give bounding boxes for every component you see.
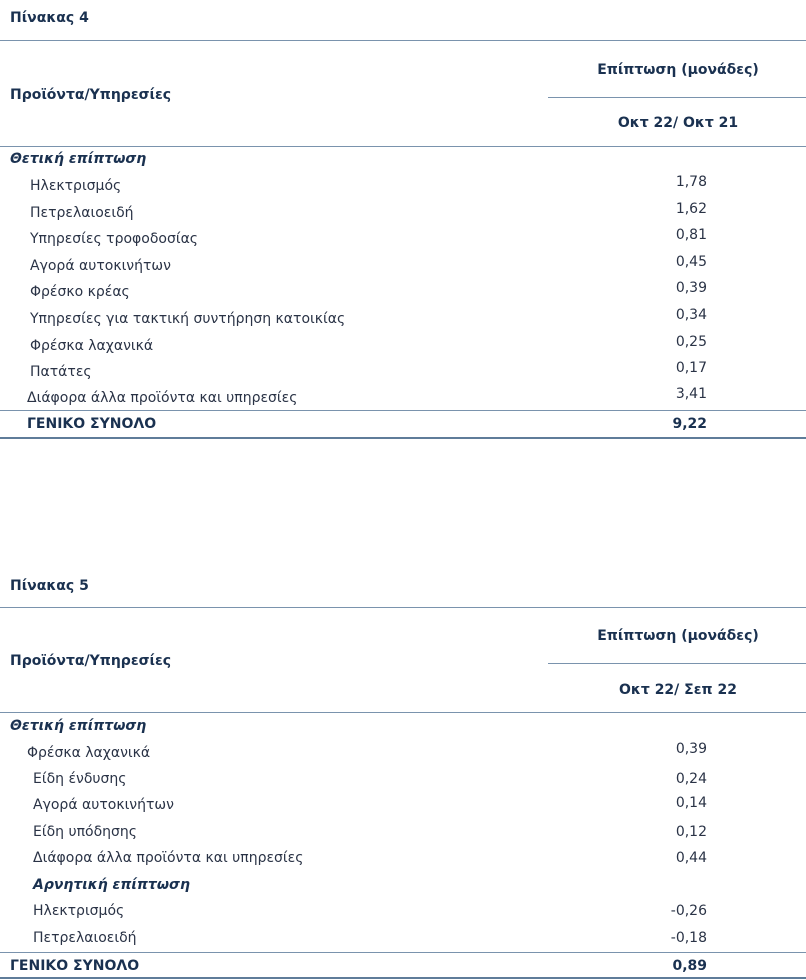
row-value: 0,39: [675, 280, 707, 296]
row-label: Αγορά αυτοκινήτων: [33, 797, 174, 813]
row-label: Πατάτες: [30, 364, 92, 380]
row-value: 0,45: [675, 254, 707, 270]
table5-total-top-rule: [0, 952, 806, 953]
row-label: Πετρελαιοειδή: [30, 205, 134, 221]
row-label: Υπηρεσίες τροφοδοσίας: [30, 231, 199, 247]
row-value: 3,41: [675, 386, 707, 402]
row-value: 0,81: [675, 227, 707, 243]
table4-column-label: Προϊόντα/Υπηρεσίες: [10, 87, 172, 103]
table5-bottom-rule: [0, 977, 806, 979]
row-label: Ηλεκτρισμός: [33, 903, 125, 919]
table4-total-label: ΓΕΝΙΚΟ ΣΥΝΟΛΟ: [27, 416, 157, 432]
row-label: Φρέσκα λαχανικά: [27, 745, 151, 761]
row-value: 0,34: [675, 307, 707, 323]
table4-total-value: 9,22: [672, 416, 707, 432]
row-label: Είδη ένδυσης: [33, 771, 127, 787]
table4-period-header: Οκτ 22/ Οκτ 21: [617, 115, 739, 131]
table5-total-label: ΓΕΝΙΚΟ ΣΥΝΟΛΟ: [10, 958, 140, 974]
row-label: Υπηρεσίες για τακτική συντήρηση κατοικίας: [30, 311, 346, 327]
table5-total-value: 0,89: [672, 958, 707, 974]
row-value: 0,24: [675, 771, 707, 787]
table4-header-rule: [0, 146, 806, 147]
row-value: 0,12: [675, 824, 707, 840]
row-value: 0,17: [675, 360, 707, 376]
table4-impact-header: Επίπτωση (μονάδες): [597, 62, 759, 78]
table4-total-top-rule: [0, 410, 806, 411]
row-value: 0,25: [675, 334, 707, 350]
row-value: 0,14: [675, 795, 707, 811]
row-label: Διάφορα άλλα προϊόντα και υπηρεσίες: [33, 850, 304, 866]
row-label: Φρέσκο κρέας: [30, 284, 130, 300]
table5-section-positive: Θετική επίπτωση: [10, 718, 147, 734]
table5-period-header: Οκτ 22/ Σεπ 22: [619, 682, 737, 698]
row-value: -0,18: [670, 930, 707, 946]
row-label: Διάφορα άλλα προϊόντα και υπηρεσίες: [27, 390, 298, 406]
table5-impact-header: Επίπτωση (μονάδες): [597, 628, 759, 644]
row-value: 0,39: [675, 741, 707, 757]
table5-header-divider: [548, 663, 806, 664]
table4-bottom-rule: [0, 437, 806, 439]
row-value: 0,44: [675, 850, 707, 866]
row-label: Αγορά αυτοκινήτων: [30, 258, 171, 274]
table4-section-positive: Θετική επίπτωση: [10, 151, 147, 167]
table5-column-label: Προϊόντα/Υπηρεσίες: [10, 653, 172, 669]
row-label: Φρέσκα λαχανικά: [30, 338, 154, 354]
row-value: 1,78: [675, 174, 707, 190]
table5-header-rule: [0, 712, 806, 713]
row-label: Ηλεκτρισμός: [30, 178, 122, 194]
table4-header-divider: [548, 97, 806, 98]
row-value: -0,26: [670, 903, 707, 919]
table5-top-rule: [0, 607, 806, 608]
row-label: Πετρελαιοειδή: [33, 930, 137, 946]
row-label: Είδη υπόδησης: [33, 824, 137, 840]
row-value: 1,62: [675, 201, 707, 217]
table5-section-negative: Αρνητική επίπτωση: [33, 877, 190, 893]
table4-top-rule: [0, 40, 806, 41]
table4-title: Πίνακας 4: [10, 10, 89, 26]
table5-title: Πίνακας 5: [10, 578, 89, 594]
